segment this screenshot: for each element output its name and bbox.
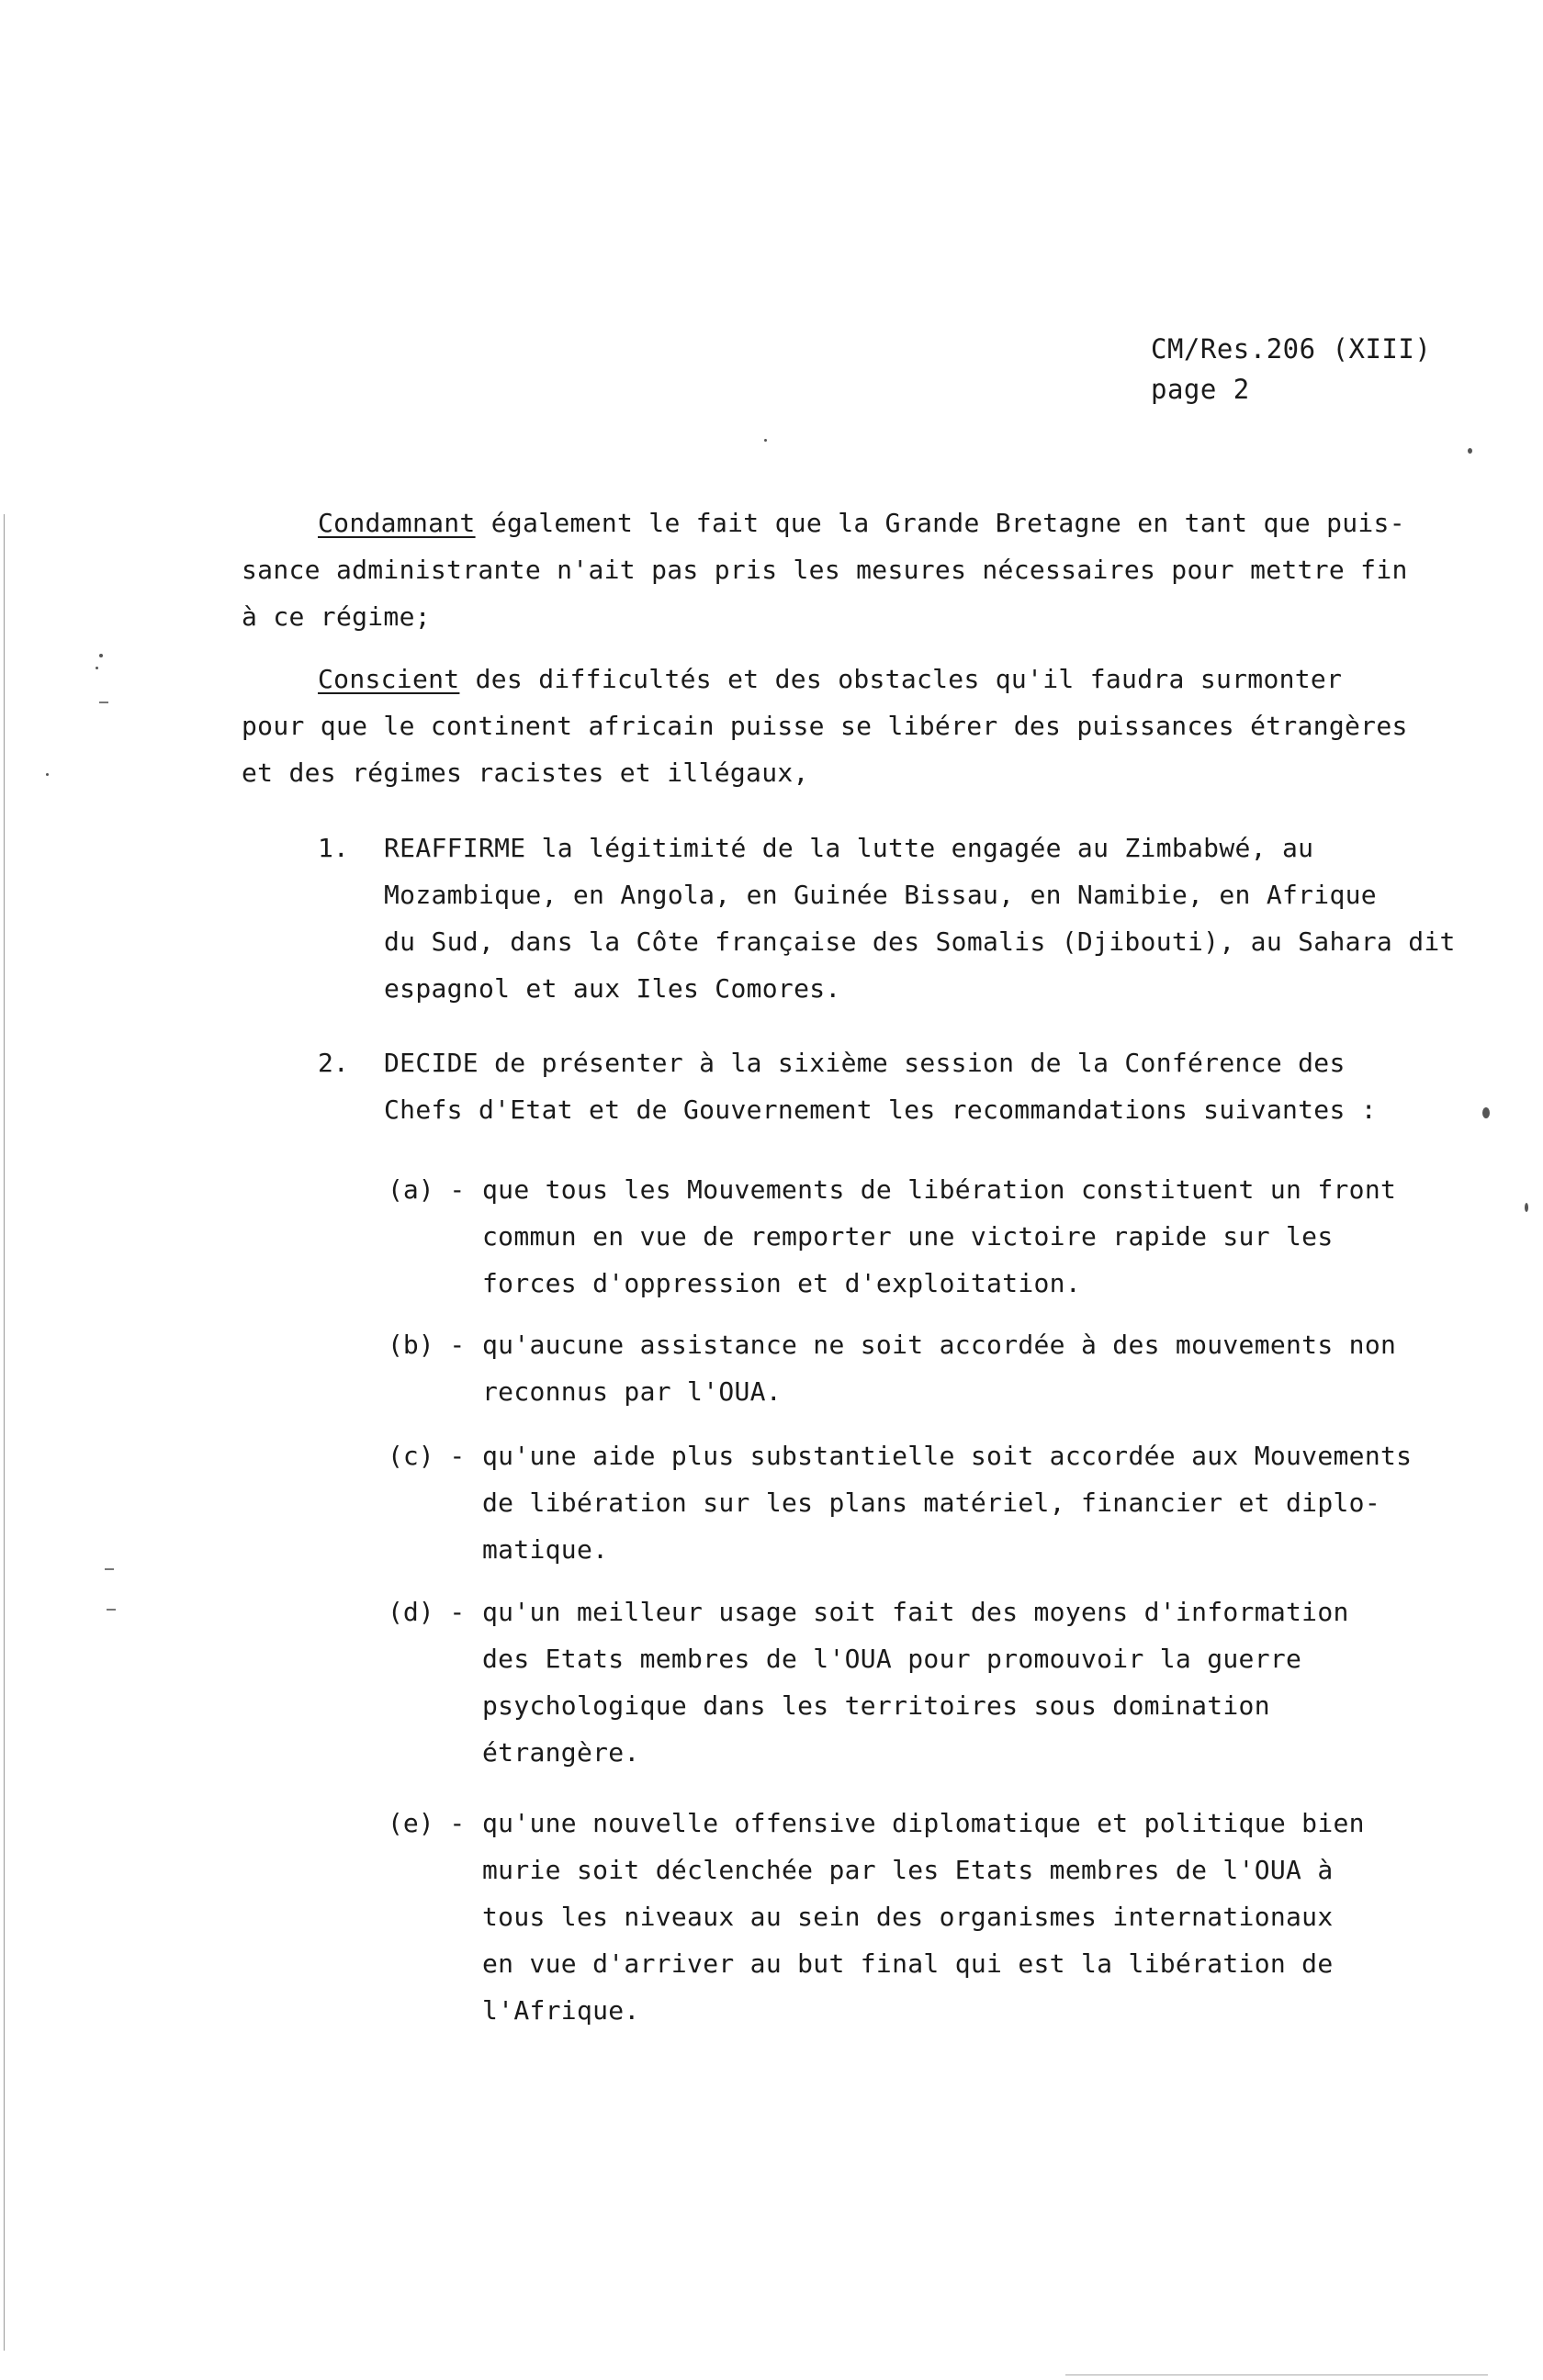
recommendation-item [482, 1321, 1396, 1415]
recommendation-label: (b) - [388, 1330, 466, 1360]
recommendation-line: qu'une nouvelle offensive diplomatique et politique bien [482, 1808, 1365, 1838]
recommendation-line: commun en vue de remporter une victoire rapide sur les [482, 1221, 1334, 1252]
preamble-1-line-1 [318, 500, 1408, 546]
recommendation-label: (e) - [388, 1808, 466, 1838]
recommendation-line: murie soit déclenchée par les Etats membres de l'OUA à [482, 1855, 1334, 1885]
operative-1-number: 1. [318, 833, 349, 863]
recommendation-line: matique. [482, 1534, 609, 1565]
preamble-1-line-2: sance administrante n'ait pas pris les mesures nécessaires pour mettre fin [242, 555, 1408, 585]
operative-paragraph-1 [384, 825, 1456, 1012]
operative-1-line-4: espagnol et aux Iles Comores. [384, 973, 841, 1004]
scan-speck [46, 773, 49, 776]
preamble-paragraph-1 [242, 500, 1408, 640]
scan-speck [764, 439, 767, 442]
scan-speck [99, 654, 103, 657]
page-number: page 2 [1151, 374, 1250, 405]
scan-mark [107, 1609, 116, 1611]
recommendation-label: (a) - [388, 1174, 466, 1205]
recommendation-line: des Etats membres de l'OUA pour promouvoir la guerre [482, 1644, 1302, 1674]
scan-bottom-line [1065, 2374, 1488, 2375]
recommendation-line: psychologique dans les territoires sous domination [482, 1690, 1270, 1721]
preamble-1-line-3: à ce régime; [242, 601, 431, 632]
recommendation-line: qu'une aide plus substantielle soit accordée aux Mouvements [482, 1441, 1413, 1471]
operative-1-line-2: Mozambique, en Angola, en Guinée Bissau, en Namibie, en Afrique [384, 880, 1377, 910]
preamble-2-keyword: Conscient [318, 664, 460, 694]
scan-mark [99, 702, 108, 703]
recommendation-line: reconnus par l'OUA. [482, 1376, 782, 1407]
operative-2-line-2: Chefs d'Etat et de Gouvernement les recommandations suivantes : [384, 1095, 1377, 1125]
preamble-1-line-1-text: également le fait que la Grande Bretagne en tant que puis- [475, 508, 1405, 538]
scan-speck [1525, 1203, 1528, 1212]
recommendation-line: en vue d'arriver au but final qui est la libération de [482, 1948, 1334, 1979]
scan-speck [1468, 448, 1472, 454]
preamble-2-line-1-text: des difficultés et des obstacles qu'il faudra surmonter [459, 664, 1343, 694]
scan-mark [105, 1568, 114, 1570]
operative-2-line-1: DECIDE de présenter à la sixième session de la Conférence des [384, 1048, 1346, 1078]
recommendation-item [482, 1432, 1412, 1573]
document-reference-block [1151, 329, 1431, 410]
recommendation-line: de libération sur les plans matériel, financier et diplo- [482, 1488, 1380, 1518]
recommendation-item [482, 1589, 1349, 1776]
operative-1-line-1: REAFFIRME la légitimité de la lutte engagée au Zimbabwé, au [384, 833, 1314, 863]
recommendation-item [482, 1800, 1365, 2034]
recommendation-label: (c) - [388, 1441, 466, 1471]
recommendation-line: forces d'oppression et d'exploitation. [482, 1268, 1081, 1298]
preamble-paragraph-2 [242, 656, 1408, 796]
recommendation-label: (d) - [388, 1597, 466, 1627]
operative-1-line-3: du Sud, dans la Côte française des Somalis (Djibouti), au Sahara dit [384, 926, 1456, 957]
recommendation-item [482, 1166, 1396, 1307]
document-reference: CM/Res.206 (XIII) [1151, 333, 1432, 365]
recommendation-line: étrangère. [482, 1737, 640, 1768]
recommendation-line: tous les niveaux au sein des organismes internationaux [482, 1902, 1334, 1932]
preamble-2-line-1 [318, 656, 1408, 702]
recommendation-line: l'Afrique. [482, 1995, 640, 2026]
operative-paragraph-2 [384, 1039, 1377, 1133]
preamble-2-line-3: et des régimes racistes et illégaux, [242, 758, 809, 788]
scan-edge-line [4, 514, 5, 2351]
recommendation-line: que tous les Mouvements de libération constituent un front [482, 1174, 1397, 1205]
scan-speck [96, 667, 98, 669]
preamble-1-keyword: Condamnant [318, 508, 476, 538]
scan-speck [1482, 1107, 1490, 1118]
preamble-2-line-2: pour que le continent africain puisse se libérer des puissances étrangères [242, 711, 1408, 741]
recommendation-line: qu'un meilleur usage soit fait des moyens d'information [482, 1597, 1349, 1627]
operative-2-number: 2. [318, 1048, 349, 1078]
recommendation-line: qu'aucune assistance ne soit accordée à des mouvements non [482, 1330, 1397, 1360]
